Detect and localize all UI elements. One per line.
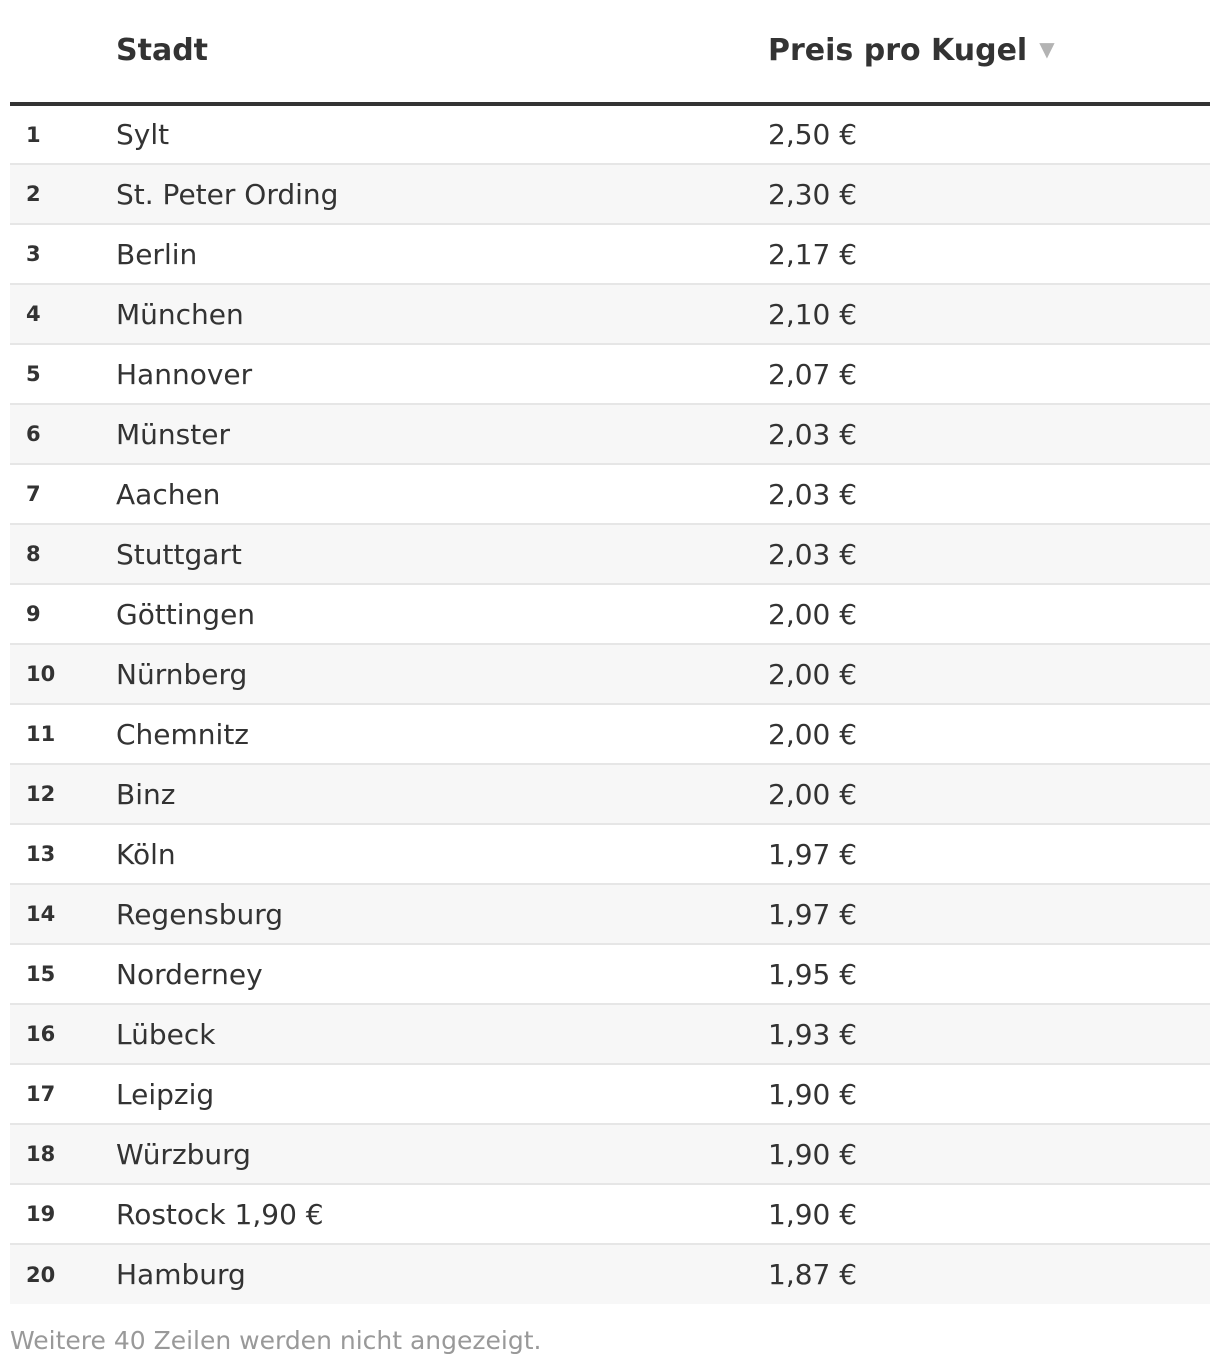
price-cell: 2,07 € bbox=[768, 344, 1210, 404]
price-cell: 2,30 € bbox=[768, 164, 1210, 224]
header-city[interactable] bbox=[116, 0, 768, 104]
table-row bbox=[10, 704, 1210, 764]
rank-cell: 5 bbox=[10, 344, 116, 404]
table-row bbox=[10, 1064, 1210, 1124]
price-cell: 1,95 € bbox=[768, 944, 1210, 1004]
rank-cell: 1 bbox=[10, 104, 116, 164]
rank-cell: 15 bbox=[10, 944, 116, 1004]
header-price-sort[interactable] bbox=[768, 0, 1210, 104]
table-row bbox=[10, 284, 1210, 344]
city-cell: Hamburg bbox=[116, 1244, 768, 1304]
city-cell: Münster bbox=[116, 404, 768, 464]
price-table bbox=[10, 0, 1210, 1304]
table-header-row bbox=[10, 0, 1210, 104]
rank-cell: 9 bbox=[10, 584, 116, 644]
price-cell: 1,93 € bbox=[768, 1004, 1210, 1064]
city-cell: Nürnberg bbox=[116, 644, 768, 704]
rank-cell: 4 bbox=[10, 284, 116, 344]
price-cell: 2,00 € bbox=[768, 644, 1210, 704]
table-row bbox=[10, 764, 1210, 824]
price-cell: 2,03 € bbox=[768, 464, 1210, 524]
city-cell: Chemnitz bbox=[116, 704, 768, 764]
rank-cell: 19 bbox=[10, 1184, 116, 1244]
price-cell: 2,10 € bbox=[768, 284, 1210, 344]
price-cell: 2,03 € bbox=[768, 404, 1210, 464]
price-cell: 2,50 € bbox=[768, 104, 1210, 164]
rank-cell: 6 bbox=[10, 404, 116, 464]
table-row bbox=[10, 824, 1210, 884]
table-row bbox=[10, 404, 1210, 464]
rank-cell: 14 bbox=[10, 884, 116, 944]
rank-cell: 10 bbox=[10, 644, 116, 704]
city-cell: Binz bbox=[116, 764, 768, 824]
sort-descending-icon: ▼ bbox=[1039, 37, 1055, 61]
city-cell: Regensburg bbox=[116, 884, 768, 944]
city-cell: Sylt bbox=[116, 104, 768, 164]
city-cell: Hannover bbox=[116, 344, 768, 404]
rank-cell: 3 bbox=[10, 224, 116, 284]
city-cell: Norderney bbox=[116, 944, 768, 1004]
price-cell: 1,90 € bbox=[768, 1184, 1210, 1244]
header-rank bbox=[10, 0, 116, 104]
rank-cell: 2 bbox=[10, 164, 116, 224]
price-cell: 1,90 € bbox=[768, 1064, 1210, 1124]
price-cell: 2,17 € bbox=[768, 224, 1210, 284]
table-row bbox=[10, 884, 1210, 944]
city-cell: Göttingen bbox=[116, 584, 768, 644]
table-row bbox=[10, 344, 1210, 404]
rank-cell: 16 bbox=[10, 1004, 116, 1064]
price-cell: 2,00 € bbox=[768, 704, 1210, 764]
table-row bbox=[10, 224, 1210, 284]
table-row bbox=[10, 104, 1210, 164]
table-row bbox=[10, 944, 1210, 1004]
hidden-rows-note: Weitere 40 Zeilen werden nicht angezeigt. bbox=[10, 1326, 542, 1355]
table-row bbox=[10, 164, 1210, 224]
price-cell: 2,00 € bbox=[768, 764, 1210, 824]
city-cell: St. Peter Ording bbox=[116, 164, 768, 224]
city-cell: Leipzig bbox=[116, 1064, 768, 1124]
city-cell: Aachen bbox=[116, 464, 768, 524]
rank-cell: 13 bbox=[10, 824, 116, 884]
city-cell: München bbox=[116, 284, 768, 344]
table-row bbox=[10, 464, 1210, 524]
price-cell: 2,03 € bbox=[768, 524, 1210, 584]
rank-cell: 7 bbox=[10, 464, 116, 524]
rank-cell: 18 bbox=[10, 1124, 116, 1184]
table-row bbox=[10, 1004, 1210, 1064]
price-cell: 1,90 € bbox=[768, 1124, 1210, 1184]
price-cell: 2,00 € bbox=[768, 584, 1210, 644]
rank-cell: 11 bbox=[10, 704, 116, 764]
table-row bbox=[10, 1244, 1210, 1304]
city-cell: Lübeck bbox=[116, 1004, 768, 1064]
city-cell: Köln bbox=[116, 824, 768, 884]
price-cell: 1,97 € bbox=[768, 884, 1210, 944]
table-row bbox=[10, 524, 1210, 584]
city-cell: Stuttgart bbox=[116, 524, 768, 584]
price-cell: 1,97 € bbox=[768, 824, 1210, 884]
table-row bbox=[10, 1184, 1210, 1244]
rank-cell: 8 bbox=[10, 524, 116, 584]
table-row bbox=[10, 584, 1210, 644]
rank-cell: 17 bbox=[10, 1064, 116, 1124]
price-cell: 1,87 € bbox=[768, 1244, 1210, 1304]
table-row bbox=[10, 1124, 1210, 1184]
rank-cell: 20 bbox=[10, 1244, 116, 1304]
city-cell: Berlin bbox=[116, 224, 768, 284]
header-price-label: Preis pro Kugel bbox=[768, 32, 1028, 68]
header-city-label: Stadt bbox=[116, 32, 209, 68]
data-table-widget bbox=[10, 0, 1210, 1355]
city-cell: Rostock 1,90 € bbox=[116, 1184, 768, 1244]
table-row bbox=[10, 644, 1210, 704]
city-cell: Würzburg bbox=[116, 1124, 768, 1184]
rank-cell: 12 bbox=[10, 764, 116, 824]
